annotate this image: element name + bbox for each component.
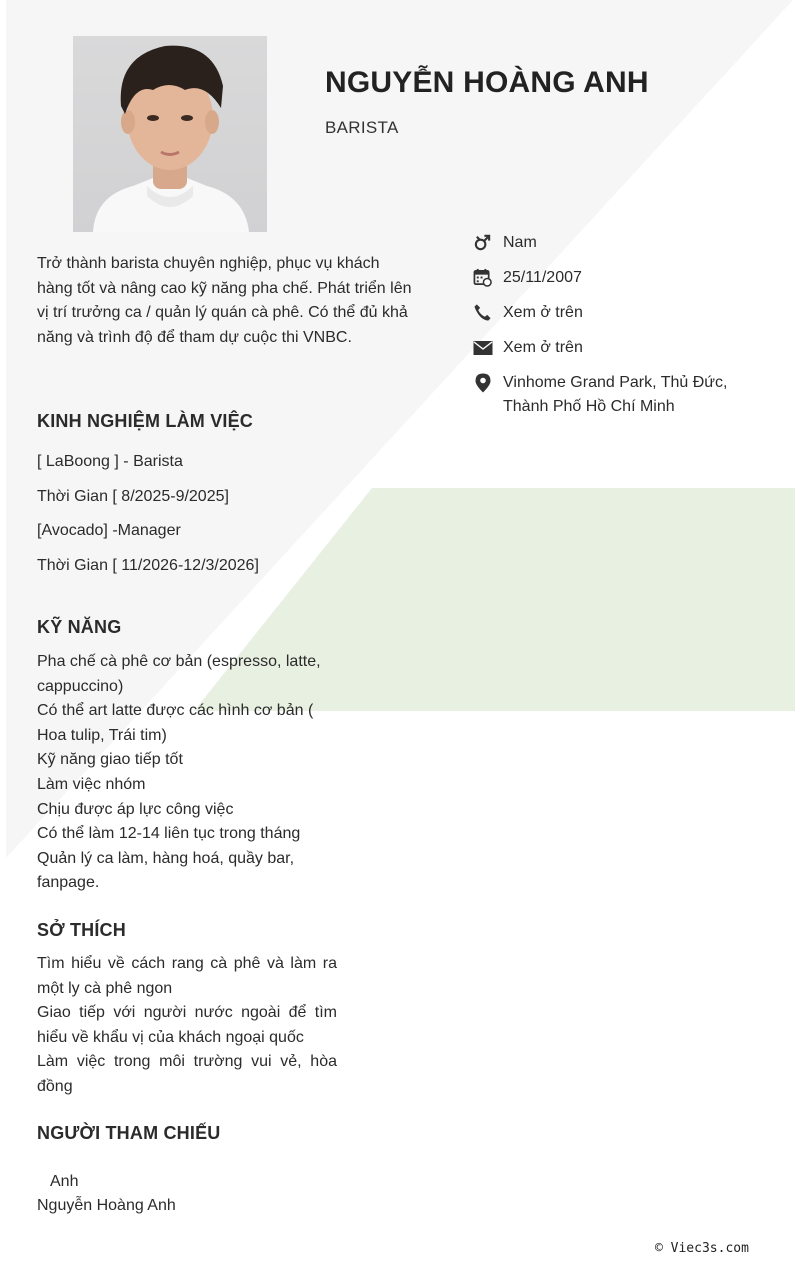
skills-list — [37, 650, 337, 896]
candidate-role: BARISTA — [325, 118, 399, 137]
reference-line: Anh — [50, 1173, 79, 1190]
contact-gender-text: Nam — [503, 234, 537, 251]
hobby-item: Tìm hiểu về cách rang cà phê và làm ra một ly cà phê ngon — [37, 955, 337, 997]
experience-line: Thời Gian [ 11/2026-12/3/2026] — [37, 557, 259, 575]
hobby-item: Giao tiếp với người nước ngoài để tìm hiểu về khẩu vị của khách ngoại quốc — [37, 1004, 337, 1046]
gender-icon — [472, 232, 493, 253]
footer-credit: © Viec3s.com — [655, 1241, 749, 1256]
skill-item: Chịu được áp lực công việc — [37, 800, 234, 818]
reference-line: Nguyễn Hoàng Anh — [37, 1197, 176, 1214]
contact-phone — [472, 301, 772, 325]
contact-gender — [472, 231, 772, 255]
contact-email — [472, 336, 772, 360]
experience-line: Thời Gian [ 8/2025-9/2025] — [37, 487, 229, 505]
phone-icon — [472, 302, 493, 323]
contact-address — [472, 371, 772, 419]
contact-address-text: Vinhome Grand Park, Thủ Đức, Thành Phố Hồ Chí Minh — [503, 374, 728, 415]
contact-email-text: Xem ở trên — [503, 339, 583, 356]
experience-line: [Avocado] -Manager — [37, 522, 181, 540]
hobbies-heading: SỞ THÍCH — [37, 920, 126, 940]
experience-list — [37, 451, 259, 590]
skills-heading: KỸ NĂNG — [37, 617, 122, 637]
skill-item: Có thể làm 12-14 liên tục trong tháng — [37, 825, 301, 843]
skill-item: Kỹ năng giao tiếp tốt — [37, 751, 183, 769]
profile-photo — [73, 36, 267, 232]
hobby-item: Làm việc trong môi trường vui vẻ, hòa đồng — [37, 1053, 337, 1095]
envelope-icon — [472, 337, 493, 358]
skill-item: Pha chế cà phê cơ bản (espresso, latte, cappuccino) — [37, 653, 321, 695]
skill-item: Quản lý ca làm, hàng hoá, quầy bar, fanpage. — [37, 849, 295, 892]
contact-birthdate — [472, 266, 772, 290]
references-heading: NGƯỜI THAM CHIẾU — [37, 1123, 221, 1143]
candidate-name: NGUYỄN HOÀNG ANH — [325, 66, 649, 99]
skill-item: Làm việc nhóm — [37, 775, 146, 793]
experience-heading: KINH NGHIỆM LÀM VIỆC — [37, 411, 254, 431]
contact-phone-text: Xem ở trên — [503, 304, 583, 321]
contact-list — [472, 231, 772, 430]
references-list — [37, 1170, 176, 1218]
hobbies-list — [37, 952, 337, 1100]
career-objective: Trở thành barista chuyên nghiệp, phục vụ khách hàng tốt và nâng cao kỹ năng pha chế. Phát triển lên vị trí trưởng ca / quản lý quán cà phê. Có thể đủ khả năng và trình độ để tham dự cuộc thi VNBC. — [37, 255, 412, 346]
skill-item: Có thể art latte được các hình cơ bản ( Hoa tulip, Trái tim) — [37, 702, 314, 744]
calendar-icon — [472, 267, 493, 288]
contact-birthdate-text: 25/11/2007 — [503, 269, 582, 286]
location-pin-icon — [472, 372, 493, 393]
experience-line: [ LaBoong ] - Barista — [37, 453, 183, 470]
